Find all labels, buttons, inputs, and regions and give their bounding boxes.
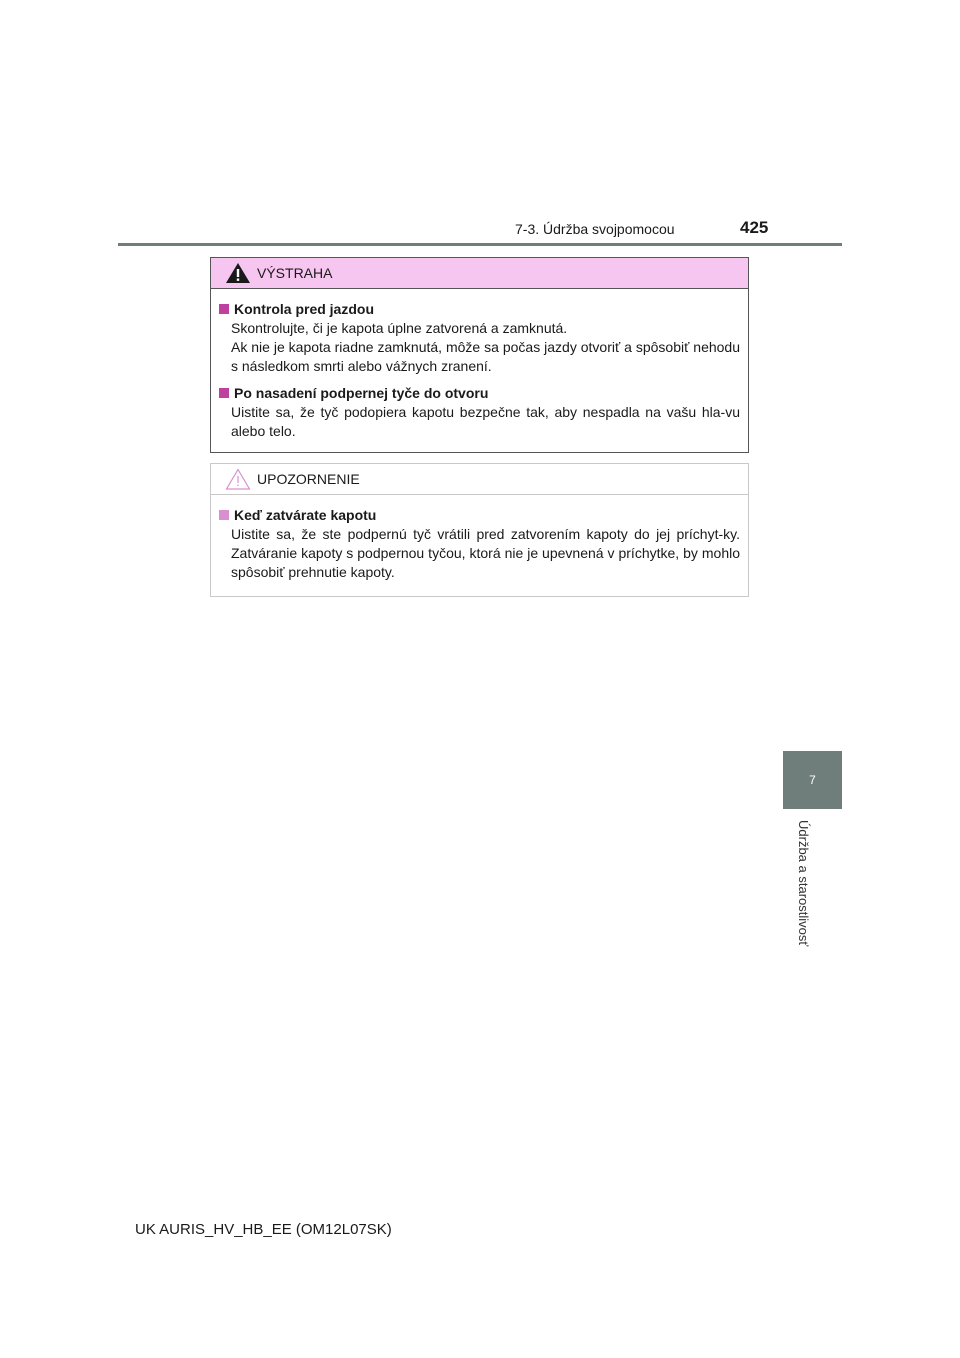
chapter-number: 7 [809, 773, 816, 787]
manual-code: UK AURIS_HV_HB_EE (OM12L07SK) [135, 1221, 392, 1238]
caution-triangle-icon [225, 468, 251, 490]
square-bullet-icon [219, 304, 229, 314]
warning-body [211, 289, 748, 441]
warning-item [219, 383, 740, 441]
caution-item-text: Uistite sa, že ste podpernú tyč vrátili pred zatvorením kapoty do jej príchyt-ky. Zatváranie kapoty s podpernou tyčou, ktorá nie je upevnená v príchytke, by mohlo spôsobiť prehnutie kapoty. [231, 526, 740, 580]
square-bullet-icon [219, 388, 229, 398]
warning-box [210, 257, 749, 453]
warning-item-text: Uistite sa, že tyč podopiera kapotu bezpečne tak, aby nespadla na vašu hla-vu alebo telo. [231, 404, 740, 439]
square-bullet-icon [219, 510, 229, 520]
warning-header [211, 258, 748, 289]
warning-item-title: Kontrola pred jazdou [234, 301, 374, 317]
caution-label: UPOZORNENIE [257, 471, 360, 487]
warning-triangle-icon [225, 262, 251, 284]
warning-label: VÝSTRAHA [257, 265, 333, 281]
chapter-tab [783, 751, 842, 809]
warning-item-text: Skontrolujte, či je kapota úplne zatvorená a zamknutá. [231, 320, 568, 336]
chapter-title: Údržba a starostlivosť [796, 820, 811, 947]
warning-item-text: Ak nie je kapota riadne zamknutá, môže sa počas jazdy otvoriť a spôsobiť nehodu s následkom smrti alebo vážnych zranení. [231, 339, 740, 374]
header-divider [118, 243, 842, 246]
warning-item-title: Po nasadení podpernej tyče do otvoru [234, 385, 489, 401]
caution-body [211, 495, 748, 582]
caution-item [219, 505, 740, 582]
caution-header [211, 464, 748, 495]
caution-item-title: Keď zatvárate kapotu [234, 507, 377, 523]
page-number: 425 [740, 218, 769, 237]
warning-item [219, 299, 740, 376]
caution-box [210, 463, 749, 597]
section-title: 7-3. Údržba svojpomocou [515, 221, 675, 237]
